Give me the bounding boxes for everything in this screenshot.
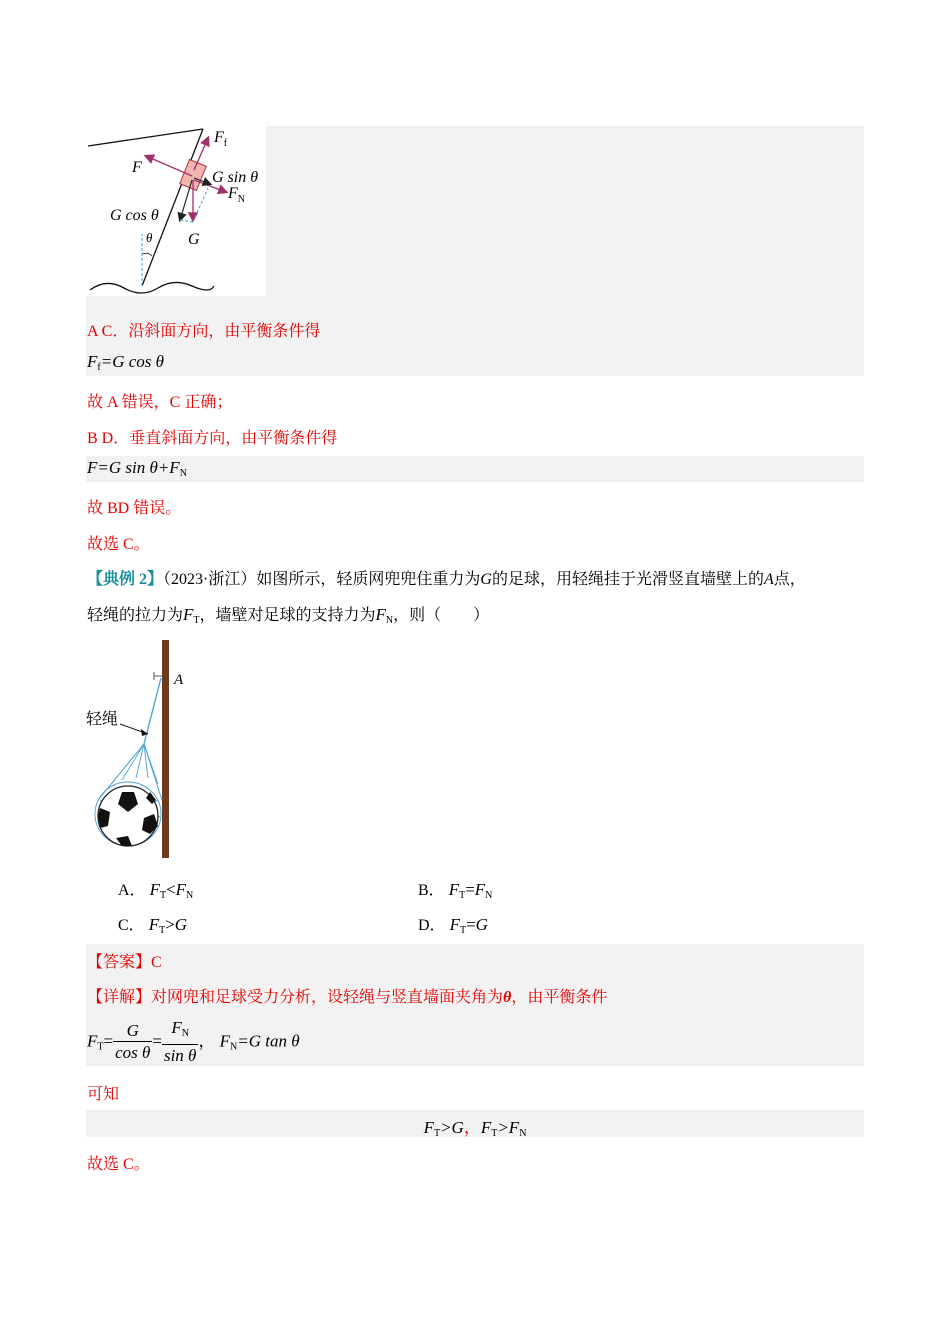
example2-stem-line2: 轻绳的拉力为$F_T$，墙壁对足球的支持力为$F_N$，则（ ）	[87, 605, 490, 626]
solution1-ac-conclusion: 故 A 错误，C 正确；	[87, 394, 233, 411]
result-equation: $F_T>G$，$F_T>F_N$	[423, 1118, 527, 1139]
wall	[162, 640, 169, 858]
label-rope: 轻绳	[86, 711, 119, 728]
label-g: G	[188, 231, 200, 248]
solution1-bd-line: B D．垂直斜面方向，由平衡条件得	[87, 430, 338, 447]
label-gcos: G cos θ	[110, 207, 159, 224]
fraction-g-over-cos: $\frac{G}{\text{cos θ}}$	[115, 1021, 151, 1062]
example2-tag: 【典例 2】	[87, 571, 164, 588]
answer-final: 故选 C。	[87, 1156, 150, 1173]
label-a: A	[174, 672, 184, 688]
solution1-eq1: $F_f=G$ cos θ	[87, 352, 164, 373]
solution1-final: 故选 C。	[87, 536, 150, 553]
solution1-ac-line: A C．沿斜面方向，由平衡条件得	[87, 323, 321, 340]
solution1-eq2: F=G $\sin \theta+F_N$	[87, 458, 187, 479]
fraction-fn-over-sin: $\frac{F_N}{\text{sin θ}}$	[163, 1018, 197, 1065]
answer-equation: $F_T=$ $\frac{G}{\text{cos θ}}$ = $\frac{F_N}{\text{sin θ}}$ ， $F_N=G$ tan θ	[87, 1018, 300, 1065]
eq2-shade	[86, 456, 864, 482]
answer-line: 【答案】C	[87, 954, 162, 971]
kezhi-line: 可知	[87, 1086, 120, 1103]
option-c[interactable]: C． $F_T>G$	[118, 915, 188, 936]
incline-force-diagram	[86, 126, 266, 296]
example2-stem-line1: 【典例 2】（2023·浙江）如图所示，轻质网兜兜住重力为G的足球，用轻绳挂于光滑竖直墙壁上的A点，	[87, 571, 806, 588]
option-d[interactable]: D． $F_T=G$	[418, 915, 488, 936]
label-fn: $F_N$	[228, 185, 246, 205]
solution1-bd-conclusion: 故 BD 错误。	[87, 500, 182, 517]
label-theta: θ	[146, 230, 153, 245]
option-b[interactable]: B． $F_T=F_N$	[418, 880, 493, 901]
option-a[interactable]: A． $F_T<F_N$	[118, 880, 194, 901]
label-f: F	[132, 159, 142, 176]
label-ff: $F_f$	[214, 129, 228, 149]
detail-line: 【详解】对网兜和足球受力分析，设轻绳与竖直墙面夹角为θ，由平衡条件	[87, 989, 608, 1006]
ball-wall-diagram	[86, 640, 196, 862]
label-gsin: G sin θ	[212, 169, 259, 186]
